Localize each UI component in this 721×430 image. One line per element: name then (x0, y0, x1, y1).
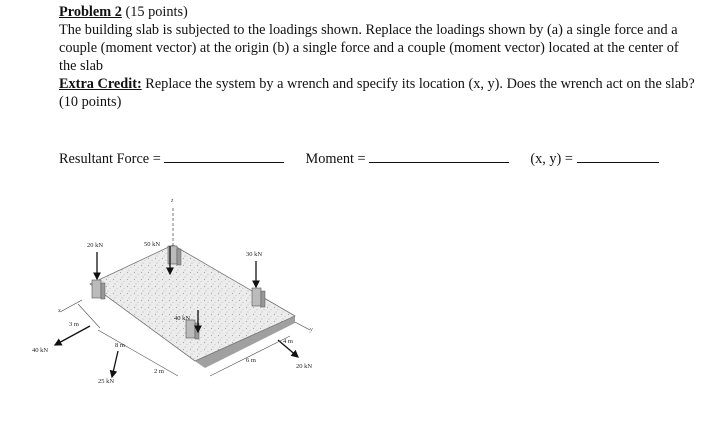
resultant-force-label: Resultant Force = (59, 151, 161, 167)
dim-label-3m: 3 m (69, 321, 79, 328)
dim-label-2m: 2 m (154, 368, 164, 375)
answer-line (59, 150, 699, 168)
slab-figure (0, 180, 400, 420)
moment-blank[interactable] (369, 150, 509, 163)
dim-label-8m: 8 m (115, 342, 125, 349)
column-left (92, 280, 105, 299)
dim-label-6m: 6 m (246, 357, 256, 364)
extra-credit-text: Replace the system by a wrench and specify its location (x, y). Does the wrench act on the slab? (10 points) (59, 76, 695, 110)
problem-text (59, 3, 699, 111)
moment-label: Moment = (305, 151, 366, 167)
extra-credit-label: Extra Credit: (59, 76, 142, 92)
location-blank[interactable] (577, 150, 659, 163)
force-label-20kn-right: 20 kN (296, 363, 313, 370)
problem-points: (15 points) (121, 4, 188, 20)
problem-heading-line (59, 3, 699, 21)
location-label: (x, y) = (530, 151, 573, 167)
force-label-40kn-center: 40 kN (174, 315, 191, 322)
dim-line-3m (78, 304, 100, 328)
y-axis (293, 321, 310, 330)
x-axis (60, 300, 82, 312)
force-label-50kn: 50 kN (144, 241, 161, 248)
column-right (252, 288, 265, 307)
force-label-20kn-left: 20 kN (87, 242, 104, 249)
force-label-25kn: 25 kN (98, 378, 115, 385)
force-label-40kn-left: 40 kN (32, 347, 49, 354)
extra-credit-line (59, 75, 699, 111)
y-axis-label: y (310, 327, 313, 333)
column-center (186, 320, 199, 339)
problem-heading: Problem 2 (59, 4, 122, 20)
force-arrow-25kn (112, 351, 118, 377)
force-arrow-40kn-left (55, 326, 90, 345)
x-axis-label: x (58, 308, 61, 314)
resultant-force-blank[interactable] (164, 150, 284, 163)
problem-statement: The building slab is subjected to the loadings shown. Replace the loadings shown by (a) a single force and a couple (moment vector) at the origin (b) a single force and a couple (moment vector) located at the center of the slab (59, 22, 679, 74)
force-label-30kn: 30 kN (246, 251, 263, 258)
z-axis-label: z (171, 198, 174, 204)
dim-label-4m: 4 m (283, 338, 293, 345)
